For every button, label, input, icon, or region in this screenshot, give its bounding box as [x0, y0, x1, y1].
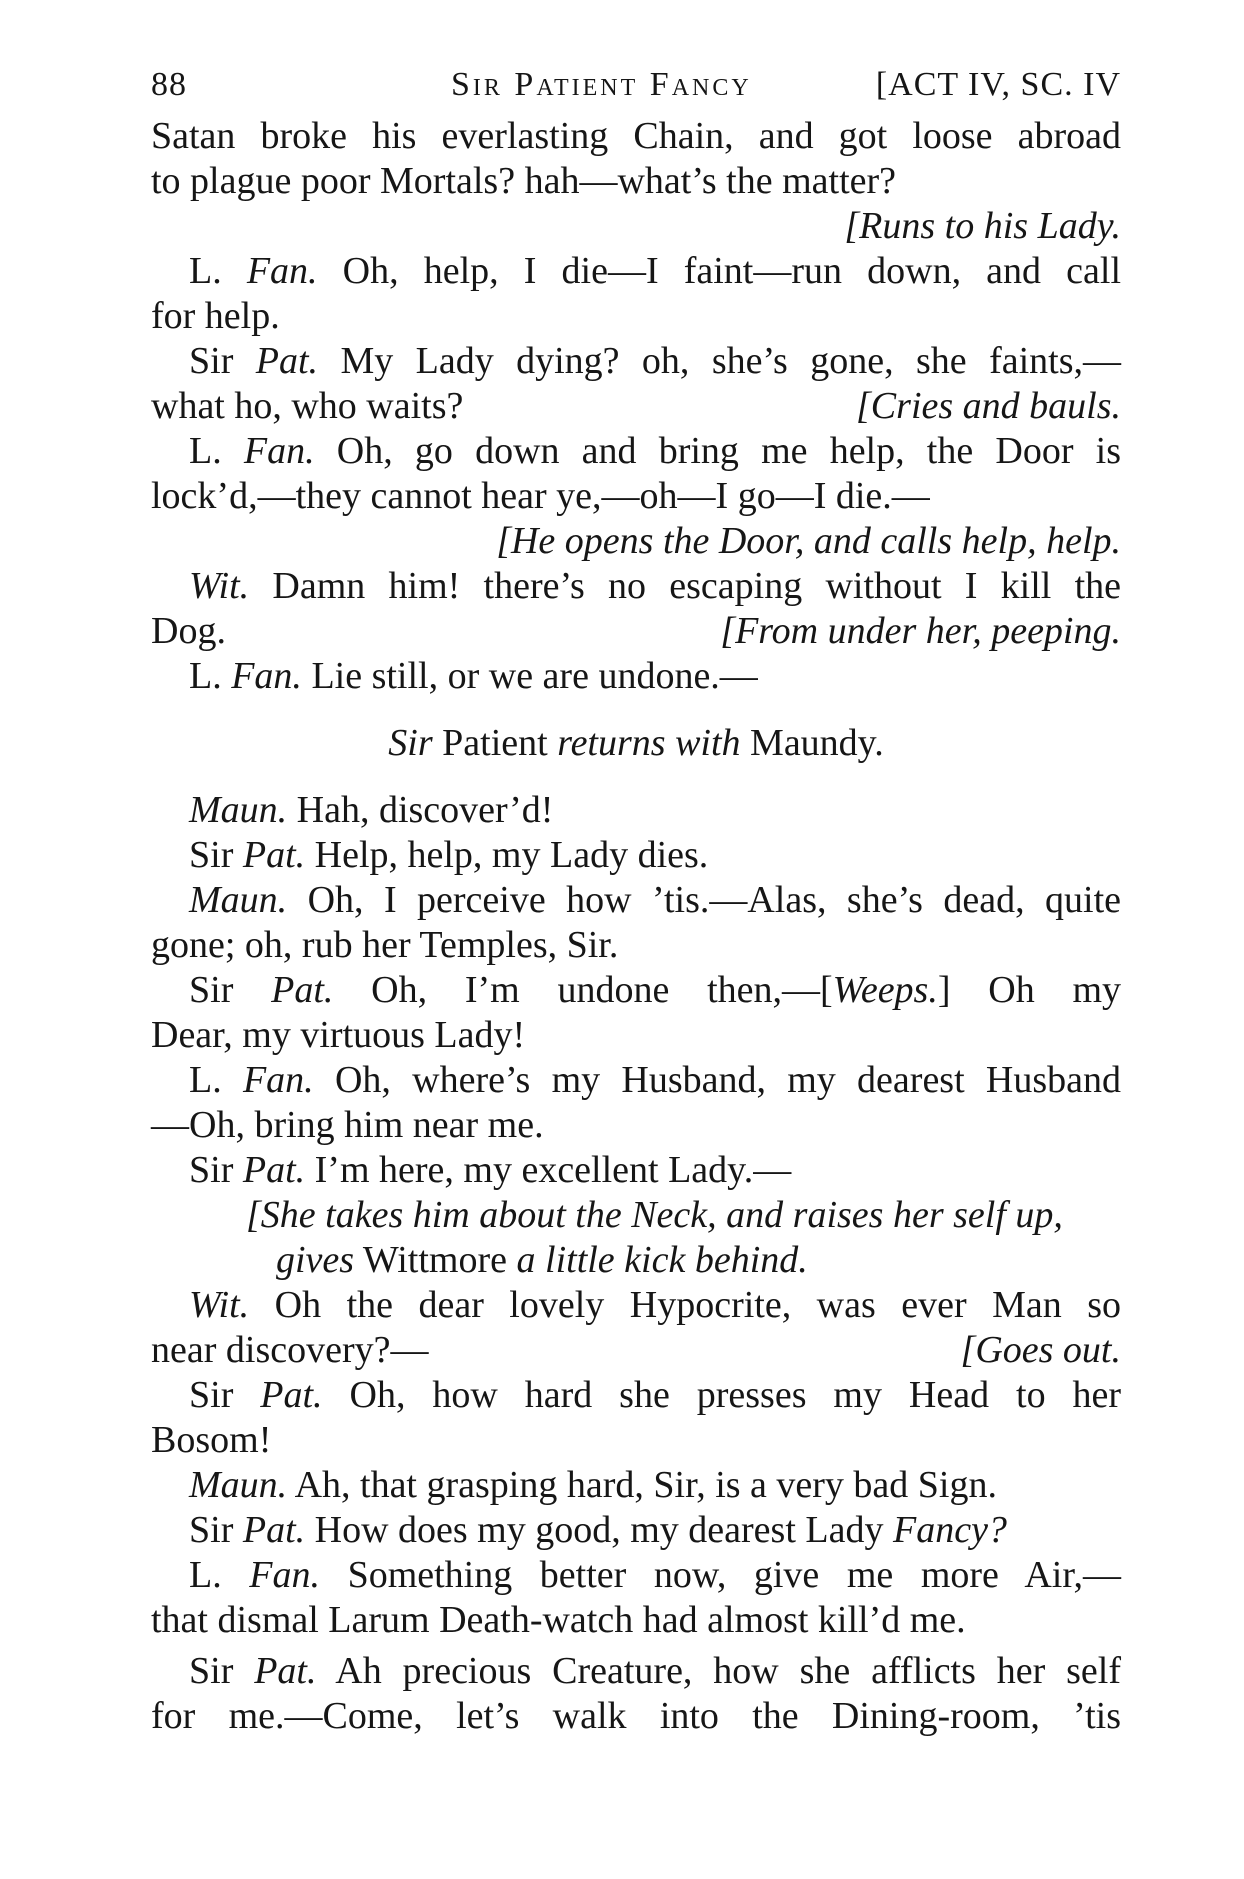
stage-direction: [He opens the Door, and calls help, help. [496, 520, 1121, 562]
text-line: Dog. [From under her, peeping. [151, 610, 1121, 652]
speaker: Sir Pat. [189, 1650, 317, 1692]
speech: Sir Pat. Oh, how hard she presses my Head to her [189, 1374, 1122, 1416]
text-line: for me.—Come, let’s walk into the Dining-room, ’tis [151, 1695, 1121, 1737]
speaker: L. Fan. [189, 250, 318, 292]
text-line: near discovery?— [Goes out. [151, 1329, 1121, 1371]
speaker: Sir Pat. [189, 1374, 323, 1416]
text-line: Satan broke his everlasting Chain, and got loose abroad [151, 115, 1121, 157]
text-line: to plague poor Mortals? hah—what’s the matter? [151, 160, 897, 202]
speaker: Sir Pat. [189, 1149, 306, 1191]
speech: Sir Pat. Help, help, my Lady dies. [189, 834, 709, 876]
text-line: Dear, my virtuous Lady! [151, 1014, 526, 1056]
speech: L. Fan. Oh, help, I die—I faint—run down, and call [189, 250, 1122, 292]
speech: Sir Pat. My Lady dying? oh, she’s gone, she faints,— [189, 340, 1121, 382]
text-line: gone; oh, rub her Temples, Sir. [151, 924, 619, 966]
entrance-direction: Sir Patient returns with Maundy. [388, 722, 884, 764]
text-line: —Oh, bring him near me. [151, 1104, 544, 1146]
speaker: L. Fan. [189, 1554, 320, 1596]
speaker: L. Fan. [189, 1059, 314, 1101]
text-line: that dismal Larum Death-watch had almost kill’d me. [151, 1599, 966, 1641]
speaker: L. Fan. [189, 655, 302, 697]
text-line: for help. [151, 295, 280, 337]
text-line: Bosom! [151, 1419, 272, 1461]
stage-direction: [Cries and bauls. [856, 385, 1121, 427]
stage-direction: [She takes him about the Neck, and raises her self up, [246, 1194, 1063, 1236]
text-line: what ho, who waits? [Cries and bauls. [151, 385, 1121, 427]
text-line: lock’d,—they cannot hear ye,—oh—I go—I die.— [151, 475, 930, 517]
speech: Wit. Oh the dear lovely Hypocrite, was ever Man so [189, 1284, 1121, 1326]
running-title: Sir Patient Fancy [451, 66, 752, 103]
speech: Sir Pat. Oh, I’m undone then,—[Weeps.] Oh my [189, 969, 1121, 1011]
stage-direction: [From under her, peeping. [720, 610, 1121, 652]
stage-direction: gives Wittmore a little kick behind. [276, 1239, 808, 1281]
stage-direction: [Runs to his Lady. [844, 205, 1121, 247]
act-scene-label: [ACT IV, SC. IV [875, 66, 1121, 103]
speaker: Sir Pat. [189, 340, 319, 382]
speech: Sir Pat. Ah precious Creature, how she afflicts her self [189, 1650, 1121, 1692]
speech: Maun. Hah, discover’d! [189, 789, 554, 831]
stage-direction: [Goes out. [960, 1329, 1121, 1371]
speech: Maun. Ah, that grasping hard, Sir, is a very bad Sign. [189, 1464, 997, 1506]
speaker: Maun. [189, 1464, 288, 1506]
speech: Sir Pat. How does my good, my dearest Lady Fancy? [189, 1509, 1007, 1551]
speaker: Maun. [189, 879, 288, 921]
speech: L. Fan. Oh, go down and bring me help, the Door is [189, 430, 1121, 472]
speaker: Sir Pat. [189, 834, 306, 876]
speaker: Wit. [189, 565, 250, 607]
speech: Wit. Damn him! there’s no escaping without I kill the [189, 565, 1121, 607]
speech: Sir Pat. I’m here, my excellent Lady.— [189, 1149, 792, 1191]
page-number: 88 [151, 66, 187, 103]
speaker: L. Fan. [189, 430, 315, 472]
speaker: Maun. [189, 789, 288, 831]
speaker: Wit. [189, 1284, 250, 1326]
speech: L. Fan. Lie still, or we are undone.— [189, 655, 758, 697]
speech: L. Fan. Something better now, give me more Air,— [189, 1554, 1122, 1596]
speech: L. Fan. Oh, where’s my Husband, my dearest Husband [189, 1059, 1122, 1101]
book-page [151, 62, 1121, 1739]
running-header [151, 62, 1121, 114]
speech: Maun. Oh, I perceive how ’tis.—Alas, she’s dead, quite [189, 879, 1121, 921]
speaker: Sir Pat. [189, 1509, 306, 1551]
speaker: Sir Pat. [189, 969, 334, 1011]
stage-direction: Weeps. [832, 969, 938, 1011]
